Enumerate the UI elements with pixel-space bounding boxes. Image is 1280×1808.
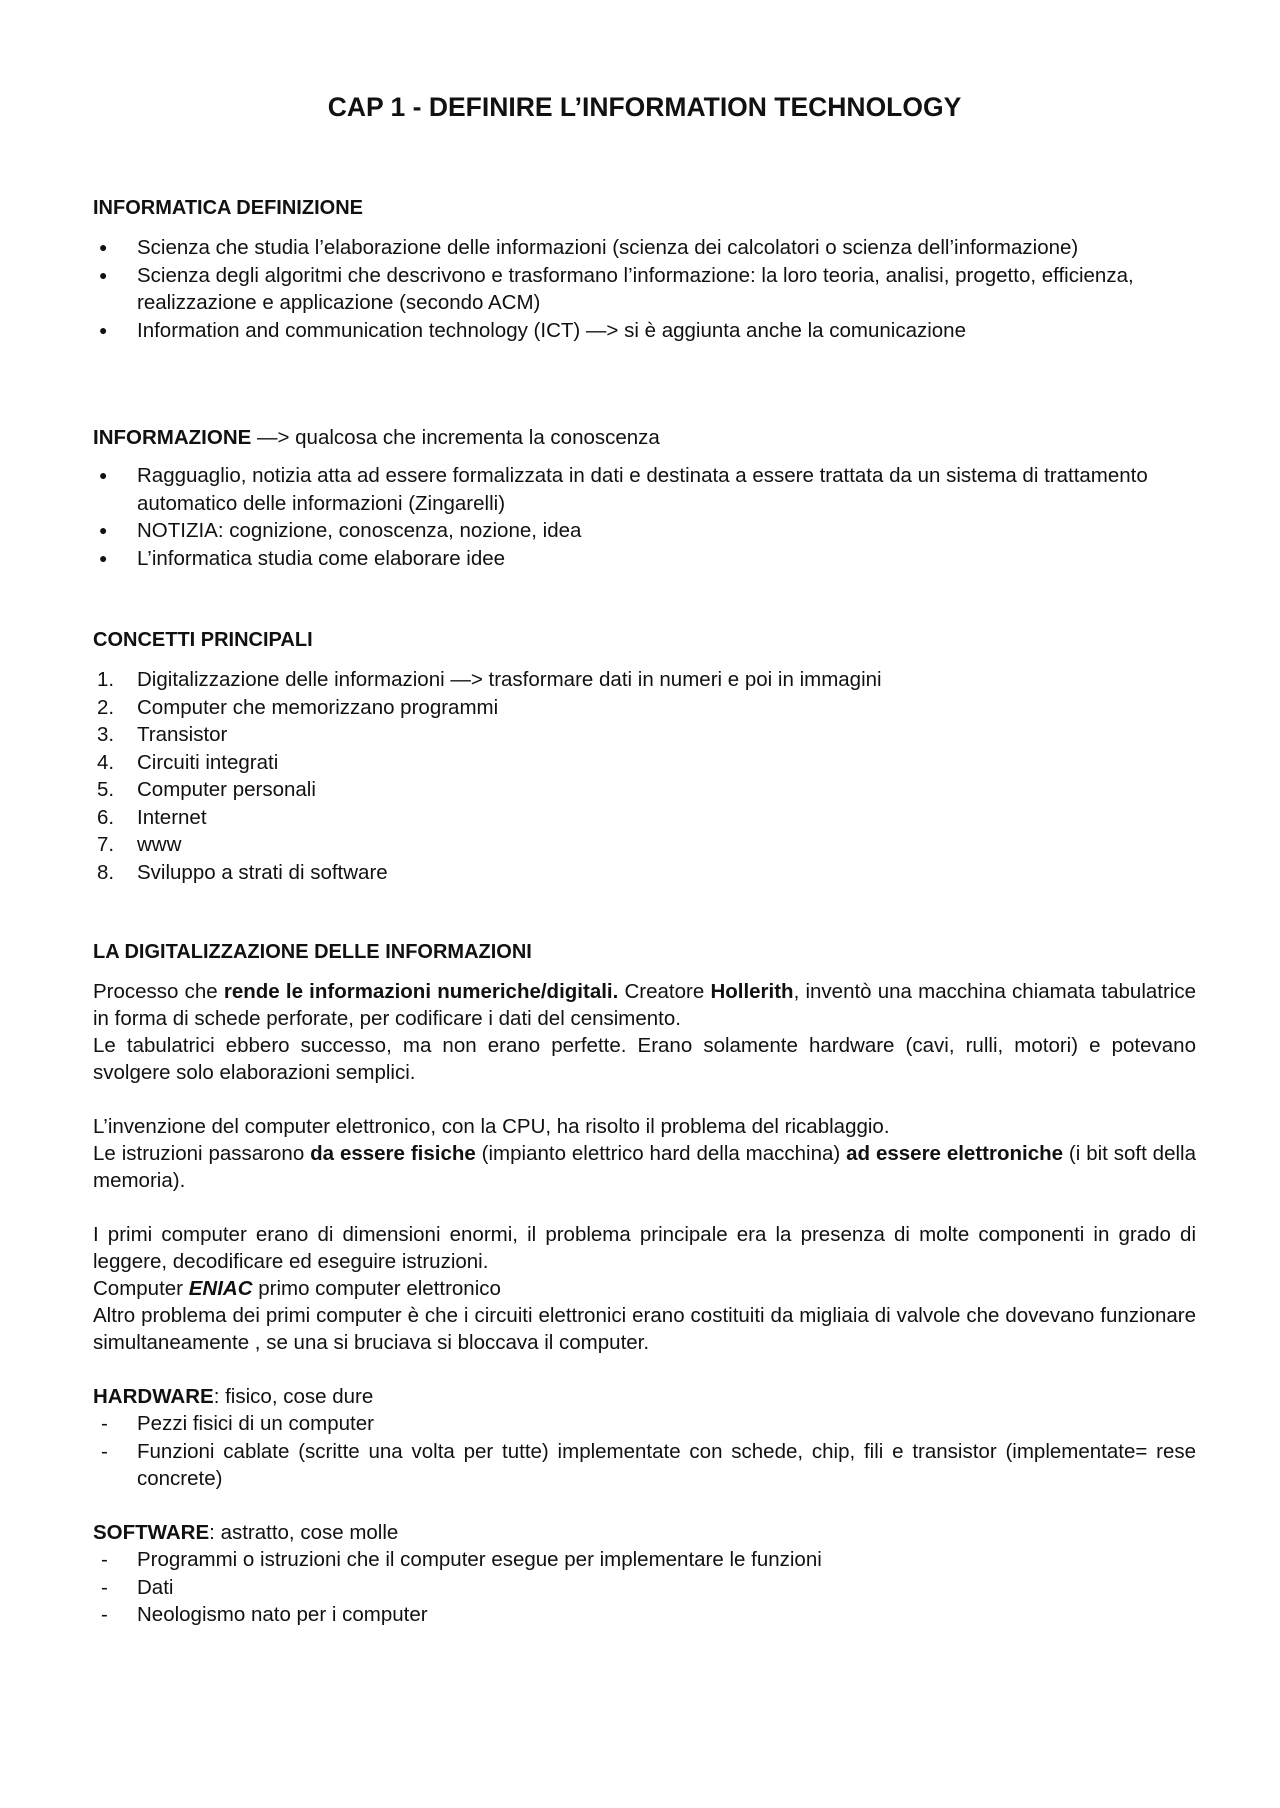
list-item bbox=[93, 721, 1196, 749]
text-run: (i bit soft della memoria). bbox=[93, 1142, 1196, 1192]
paragraph-tabulatrici: Le tabulatrici ebbero successo, ma non erano perfette. Erano solamente hardware (cavi, rulli, motori) e potevano svolgere solo elaborazioni semplici. bbox=[93, 1034, 1196, 1084]
list-text: Computer che memorizzano programmi bbox=[137, 695, 499, 719]
list-item: - Programmi o istruzioni che il computer esegue per implementare le funzioni bbox=[93, 1546, 1196, 1574]
list-text: Sviluppo a strati di software bbox=[137, 860, 388, 884]
informazione-heading-line bbox=[93, 424, 660, 451]
section-heading-informazione: INFORMAZIONE bbox=[93, 426, 252, 449]
paragraph-hollerith bbox=[93, 978, 1196, 1032]
list-number: 2. bbox=[97, 695, 115, 719]
list-item: - Neologismo nato per i computer bbox=[93, 1601, 1196, 1629]
informatica-bullet-list bbox=[93, 234, 1196, 344]
section-heading-concetti: CONCETTI PRINCIPALI bbox=[93, 629, 313, 651]
list-number: 6. bbox=[97, 805, 115, 829]
list-number: 5. bbox=[97, 778, 115, 801]
text-run-bold-italic: ENIAC bbox=[188, 1277, 253, 1300]
hardware-dash-list bbox=[93, 1410, 1196, 1493]
text-run: Le istruzioni passarono bbox=[93, 1142, 311, 1165]
software-label: SOFTWARE bbox=[93, 1521, 210, 1544]
paragraph-istruzioni bbox=[93, 1140, 1196, 1194]
list-item bbox=[93, 666, 1196, 694]
text-run: (impianto elettrico hard della macchina) bbox=[475, 1142, 847, 1165]
list-text: Internet bbox=[137, 805, 207, 829]
paragraph-primi-computer: I primi computer erano di dimensioni enormi, il problema principale era la presenza di molte componenti in grado di leggere, decodificare ed eseguire istruzioni. bbox=[93, 1223, 1196, 1273]
paragraph-valvole: Altro problema dei primi computer è che i circuiti elettronici erano costituiti da migliaia di valvole che dovevano funzionare simultaneamente , se una si bruciava si bloccava il computer. bbox=[93, 1304, 1196, 1354]
text-run-bold: ad essere elettroniche bbox=[846, 1142, 1064, 1165]
informazione-bullet-list bbox=[93, 462, 1196, 572]
hardware-label: HARDWARE bbox=[93, 1385, 214, 1408]
list-item: - Funzioni cablate (scritte una volta per tutte) implementate con schede, chip, fili e transistor (implementate= rese concrete) bbox=[93, 1438, 1196, 1493]
section-heading-informatica: INFORMATICA DEFINIZIONE bbox=[93, 197, 363, 219]
page-title: CAP 1 - DEFINIRE L’INFORMATION TECHNOLOGY bbox=[327, 92, 962, 122]
text-run: , inventò una macchina chiamata tabulatrice in forma di schede perforate, per codificare i dati del censimento. bbox=[93, 980, 1196, 1030]
text-run: Processo che bbox=[93, 980, 224, 1003]
list-text: Digitalizzazione delle informazioni —> trasformare dati in numeri e poi in immagini bbox=[137, 668, 882, 691]
text-run-bold: da essere fisiche bbox=[310, 1142, 476, 1165]
concetti-numbered-list bbox=[93, 666, 1196, 886]
hardware-definition: : fisico, cose dure bbox=[213, 1385, 374, 1408]
list-item bbox=[93, 831, 1196, 859]
list-number: 1. bbox=[97, 668, 115, 691]
list-item bbox=[93, 694, 1196, 722]
list-item bbox=[93, 804, 1196, 832]
text-run: primo computer elettronico bbox=[252, 1277, 501, 1300]
section-heading-digitalizzazione: LA DIGITALIZZAZIONE DELLE INFORMAZIONI bbox=[93, 941, 532, 963]
list-text: www bbox=[137, 833, 182, 856]
list-text: Computer personali bbox=[137, 778, 316, 801]
text-run-bold: Hollerith bbox=[710, 980, 794, 1003]
hardware-heading-line bbox=[93, 1383, 373, 1410]
informazione-definition: —> qualcosa che incrementa la conoscenza bbox=[251, 426, 660, 449]
list-item: ● Ragguaglio, notizia atta ad essere formalizzata in dati e destinata a essere trattata da un sistema di trattamento automatico delle informazioni (Zingarelli) bbox=[93, 462, 1196, 517]
software-definition: : astratto, cose molle bbox=[209, 1521, 399, 1544]
paragraph-cpu: L’invenzione del computer elettronico, con la CPU, ha risolto il problema del ricablaggio. bbox=[93, 1115, 890, 1138]
list-text: Transistor bbox=[137, 723, 228, 746]
software-heading-line bbox=[93, 1519, 398, 1546]
list-item: ● Scienza che studia l’elaborazione delle informazioni (scienza dei calcolatori o scienza dell’informazione) bbox=[93, 234, 1196, 262]
list-item: ● NOTIZIA: cognizione, conoscenza, nozione, idea bbox=[93, 517, 1196, 545]
list-number: 3. bbox=[97, 723, 115, 746]
list-item bbox=[93, 749, 1196, 777]
list-number: 8. bbox=[97, 860, 115, 884]
list-item: ● Scienza degli algoritmi che descrivono e trasformano l’informazione: la loro teoria, analisi, progetto, efficienza, realizzazione e applicazione (secondo ACM) bbox=[93, 262, 1196, 317]
text-run: Creatore bbox=[618, 980, 711, 1003]
list-text: Circuiti integrati bbox=[137, 750, 279, 774]
text-run: Computer bbox=[93, 1277, 189, 1300]
list-item bbox=[93, 776, 1196, 804]
software-dash-list bbox=[93, 1546, 1196, 1629]
text-run-bold: rende le informazioni numeriche/digitali. bbox=[223, 980, 619, 1003]
paragraph-eniac bbox=[93, 1275, 1196, 1302]
list-number: 7. bbox=[97, 833, 115, 856]
list-item: - Pezzi fisici di un computer bbox=[93, 1410, 1196, 1438]
list-item: - Dati bbox=[93, 1574, 1196, 1602]
list-item: ● Information and communication technology (ICT) —> si è aggiunta anche la comunicazione bbox=[93, 317, 1196, 345]
list-number: 4. bbox=[97, 750, 115, 774]
list-item bbox=[93, 859, 1196, 887]
list-item: ● L’informatica studia come elaborare idee bbox=[93, 545, 1196, 573]
